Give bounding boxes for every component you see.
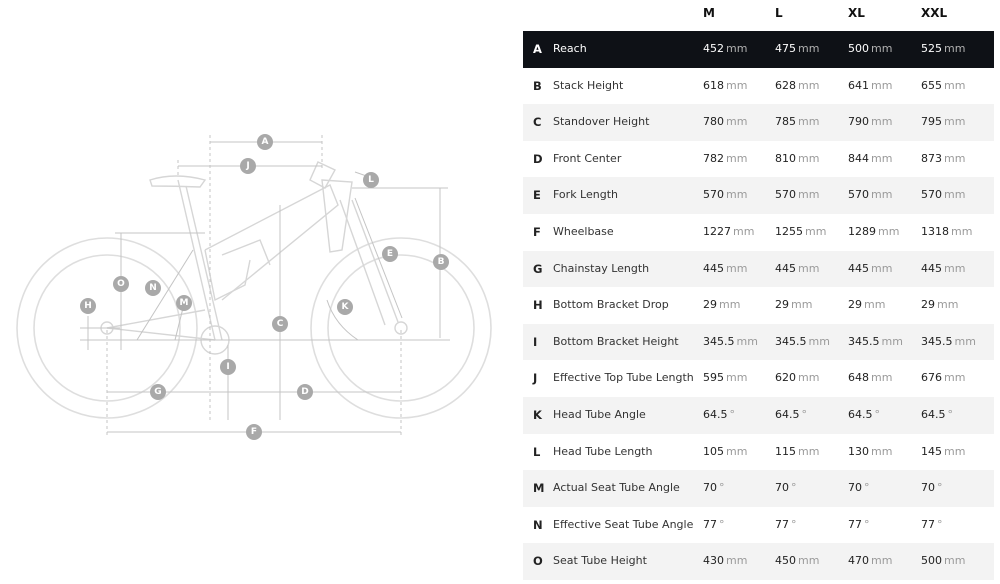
value-number: 570 bbox=[703, 188, 724, 202]
value-unit: ° bbox=[791, 517, 797, 531]
value-cell-xl bbox=[848, 115, 892, 128]
value-number: 570 bbox=[921, 188, 942, 202]
svg-text:K: K bbox=[341, 302, 349, 312]
marker-i bbox=[220, 359, 236, 375]
value-unit: mm bbox=[808, 334, 830, 348]
value-unit: mm bbox=[944, 115, 966, 129]
marker-m bbox=[176, 295, 192, 311]
value-unit: mm bbox=[954, 334, 976, 348]
row-label: Chainstay Length bbox=[553, 261, 650, 275]
value-number: 618 bbox=[703, 78, 724, 92]
value-unit: mm bbox=[937, 298, 959, 312]
svg-text:B: B bbox=[437, 257, 445, 267]
value-number: 345.5 bbox=[848, 334, 880, 348]
value-unit: mm bbox=[736, 334, 758, 348]
value-number: 29 bbox=[921, 298, 935, 312]
value-unit: ° bbox=[874, 407, 880, 421]
value-number: 29 bbox=[703, 298, 717, 312]
value-unit: mm bbox=[798, 188, 820, 202]
size-header-l[interactable]: L bbox=[775, 6, 783, 20]
geometry-row-c[interactable] bbox=[523, 104, 994, 141]
value-cell-xl bbox=[848, 371, 892, 384]
value-cell-xxl bbox=[921, 115, 965, 128]
value-number: 345.5 bbox=[775, 334, 807, 348]
value-unit: mm bbox=[798, 42, 820, 55]
value-unit: mm bbox=[944, 444, 966, 458]
value-cell-xxl bbox=[921, 335, 976, 348]
row-label: Effective Top Tube Length bbox=[553, 371, 694, 385]
value-cell-m bbox=[703, 298, 740, 311]
value-cell-l bbox=[775, 298, 812, 311]
value-unit: mm bbox=[719, 298, 741, 312]
value-unit: mm bbox=[871, 444, 893, 458]
row-label: Reach bbox=[553, 42, 587, 55]
value-unit: mm bbox=[944, 78, 966, 92]
row-label: Head Tube Length bbox=[553, 444, 653, 458]
value-number: 105 bbox=[703, 444, 724, 458]
value-number: 115 bbox=[775, 444, 796, 458]
value-unit: mm bbox=[726, 42, 748, 55]
marker-n bbox=[145, 280, 161, 296]
row-label: Bottom Bracket Drop bbox=[553, 298, 669, 312]
svg-text:L: L bbox=[368, 175, 374, 185]
value-unit: mm bbox=[726, 151, 748, 165]
row-letter: J bbox=[533, 371, 538, 386]
row-label: Front Center bbox=[553, 151, 622, 165]
svg-text:D: D bbox=[301, 387, 309, 397]
row-letter: I bbox=[533, 334, 538, 349]
value-cell-xl bbox=[848, 554, 892, 567]
value-number: 525 bbox=[921, 42, 942, 55]
value-cell-xl bbox=[848, 262, 892, 275]
svg-text:F: F bbox=[250, 427, 258, 437]
geometry-row-o[interactable] bbox=[523, 543, 994, 580]
value-cell-l bbox=[775, 152, 819, 165]
value-unit: mm bbox=[871, 151, 893, 165]
value-number: 345.5 bbox=[703, 334, 735, 348]
value-cell-m bbox=[703, 79, 747, 92]
value-cell-m bbox=[703, 152, 747, 165]
value-number: 500 bbox=[921, 554, 942, 568]
marker-k bbox=[337, 299, 353, 315]
value-cell-xl bbox=[848, 152, 892, 165]
value-cell-m bbox=[703, 408, 735, 421]
value-unit: ° bbox=[864, 517, 870, 531]
geometry-row-a[interactable] bbox=[523, 31, 994, 68]
row-letter: B bbox=[533, 78, 542, 93]
value-number: 641 bbox=[848, 78, 869, 92]
value-cell-xl bbox=[848, 518, 870, 531]
value-cell-xxl bbox=[921, 262, 965, 275]
value-number: 77 bbox=[921, 517, 935, 531]
row-label: Seat Tube Height bbox=[553, 554, 647, 568]
marker-g bbox=[150, 384, 166, 400]
marker-a bbox=[257, 134, 273, 150]
value-unit: mm bbox=[726, 261, 748, 275]
value-number: 130 bbox=[848, 444, 869, 458]
value-unit: mm bbox=[798, 371, 820, 385]
row-letter: O bbox=[533, 554, 543, 569]
value-unit: ° bbox=[729, 407, 735, 421]
size-header-xxl[interactable]: XXL bbox=[921, 6, 948, 20]
dimension-lines bbox=[80, 135, 450, 438]
value-number: 475 bbox=[775, 42, 796, 55]
value-unit: mm bbox=[791, 298, 813, 312]
value-cell-xxl bbox=[921, 298, 958, 311]
value-cell-m bbox=[703, 481, 725, 494]
value-cell-xl bbox=[848, 335, 903, 348]
value-unit: mm bbox=[733, 224, 755, 238]
value-number: 452 bbox=[703, 42, 724, 55]
value-cell-xxl bbox=[921, 445, 965, 458]
value-cell-xl bbox=[848, 408, 880, 421]
value-unit: mm bbox=[944, 554, 966, 568]
marker-c bbox=[272, 316, 288, 332]
row-label: Wheelbase bbox=[553, 224, 614, 238]
size-header-xl[interactable]: XL bbox=[848, 6, 865, 20]
value-unit: mm bbox=[798, 151, 820, 165]
value-unit: mm bbox=[871, 261, 893, 275]
value-cell-l bbox=[775, 445, 819, 458]
value-number: 64.5 bbox=[848, 407, 873, 421]
value-cell-xl bbox=[848, 298, 885, 311]
value-number: 844 bbox=[848, 151, 869, 165]
value-cell-l bbox=[775, 554, 819, 567]
row-label: Head Tube Angle bbox=[553, 407, 646, 421]
value-unit: mm bbox=[871, 115, 893, 129]
value-number: 64.5 bbox=[775, 407, 800, 421]
row-letter: D bbox=[533, 151, 543, 166]
value-unit: mm bbox=[805, 224, 827, 238]
value-unit: mm bbox=[726, 554, 748, 568]
value-number: 620 bbox=[775, 371, 796, 385]
value-number: 570 bbox=[775, 188, 796, 202]
svg-text:M: M bbox=[179, 298, 189, 308]
geometry-table bbox=[523, 0, 994, 580]
value-number: 445 bbox=[848, 261, 869, 275]
svg-text:E: E bbox=[386, 249, 394, 259]
value-number: 570 bbox=[848, 188, 869, 202]
geometry-row-k[interactable] bbox=[523, 397, 994, 434]
value-unit: mm bbox=[726, 78, 748, 92]
value-number: 628 bbox=[775, 78, 796, 92]
value-unit: ° bbox=[801, 407, 807, 421]
value-number: 70 bbox=[775, 481, 789, 495]
row-label: Standover Height bbox=[553, 115, 650, 129]
value-number: 790 bbox=[848, 115, 869, 129]
geometry-row-e[interactable] bbox=[523, 177, 994, 214]
svg-text:O: O bbox=[117, 279, 125, 289]
row-letter: M bbox=[533, 481, 545, 496]
row-label: Stack Height bbox=[553, 78, 624, 92]
value-number: 70 bbox=[921, 481, 935, 495]
svg-text:H: H bbox=[84, 301, 92, 311]
value-unit: mm bbox=[871, 554, 893, 568]
value-number: 445 bbox=[921, 261, 942, 275]
value-unit: mm bbox=[726, 115, 748, 129]
value-number: 785 bbox=[775, 115, 796, 129]
value-unit: ° bbox=[719, 517, 725, 531]
value-unit: mm bbox=[798, 78, 820, 92]
geometry-row-d[interactable] bbox=[523, 141, 994, 178]
value-cell-xxl bbox=[921, 188, 965, 201]
value-cell-xl bbox=[848, 481, 870, 494]
value-cell-xxl bbox=[921, 554, 965, 567]
svg-text:A: A bbox=[261, 137, 269, 147]
marker-l bbox=[363, 172, 379, 188]
value-cell-m bbox=[703, 188, 747, 201]
value-cell-xl bbox=[848, 445, 892, 458]
size-header-m[interactable]: M bbox=[703, 6, 715, 20]
value-number: 145 bbox=[921, 444, 942, 458]
marker-d bbox=[297, 384, 313, 400]
value-cell-l bbox=[775, 42, 819, 55]
value-number: 64.5 bbox=[703, 407, 728, 421]
value-number: 77 bbox=[703, 517, 717, 531]
value-number: 648 bbox=[848, 371, 869, 385]
value-unit: mm bbox=[798, 261, 820, 275]
row-letter: G bbox=[533, 261, 543, 276]
value-number: 873 bbox=[921, 151, 942, 165]
value-cell-m bbox=[703, 445, 747, 458]
geometry-row-f[interactable] bbox=[523, 214, 994, 251]
value-number: 77 bbox=[848, 517, 862, 531]
geometry-row-h[interactable] bbox=[523, 287, 994, 324]
marker-h bbox=[80, 298, 96, 314]
value-cell-xl bbox=[848, 42, 892, 55]
value-number: 810 bbox=[775, 151, 796, 165]
marker-e bbox=[382, 246, 398, 262]
row-letter: C bbox=[533, 115, 542, 130]
value-unit: mm bbox=[726, 371, 748, 385]
value-cell-xxl bbox=[921, 79, 965, 92]
value-cell-l bbox=[775, 408, 807, 421]
value-cell-l bbox=[775, 225, 826, 238]
value-cell-m bbox=[703, 115, 747, 128]
value-cell-l bbox=[775, 115, 819, 128]
value-unit: mm bbox=[864, 298, 886, 312]
geometry-row-n[interactable] bbox=[523, 507, 994, 544]
row-letter: A bbox=[533, 42, 542, 56]
geometry-row-m[interactable] bbox=[523, 470, 994, 507]
value-cell-l bbox=[775, 79, 819, 92]
geometry-row-j[interactable] bbox=[523, 360, 994, 397]
value-unit: mm bbox=[871, 78, 893, 92]
value-unit: mm bbox=[944, 371, 966, 385]
value-unit: mm bbox=[798, 554, 820, 568]
value-cell-xxl bbox=[921, 408, 953, 421]
value-unit: mm bbox=[871, 371, 893, 385]
value-number: 655 bbox=[921, 78, 942, 92]
value-cell-m bbox=[703, 225, 754, 238]
svg-text:N: N bbox=[149, 283, 157, 293]
geometry-row-l[interactable] bbox=[523, 434, 994, 471]
value-cell-xxl bbox=[921, 518, 943, 531]
value-number: 64.5 bbox=[921, 407, 946, 421]
value-number: 595 bbox=[703, 371, 724, 385]
row-letter: N bbox=[533, 517, 543, 532]
value-unit: mm bbox=[871, 188, 893, 202]
value-unit: mm bbox=[944, 151, 966, 165]
value-number: 430 bbox=[703, 554, 724, 568]
value-number: 445 bbox=[775, 261, 796, 275]
marker-f bbox=[246, 424, 262, 440]
value-unit: mm bbox=[881, 334, 903, 348]
value-cell-xxl bbox=[921, 152, 965, 165]
value-cell-m bbox=[703, 371, 747, 384]
value-number: 1289 bbox=[848, 224, 876, 238]
value-number: 500 bbox=[848, 42, 869, 55]
value-unit: ° bbox=[719, 481, 725, 495]
svg-text:I: I bbox=[226, 362, 230, 372]
row-letter: E bbox=[533, 188, 541, 203]
value-unit: mm bbox=[726, 188, 748, 202]
value-cell-m bbox=[703, 335, 758, 348]
value-number: 795 bbox=[921, 115, 942, 129]
marker-j bbox=[240, 158, 256, 174]
value-cell-xl bbox=[848, 225, 899, 238]
value-number: 345.5 bbox=[921, 334, 953, 348]
value-cell-xl bbox=[848, 188, 892, 201]
value-unit: mm bbox=[871, 42, 893, 55]
value-unit: mm bbox=[726, 444, 748, 458]
svg-text:C: C bbox=[276, 319, 284, 329]
value-unit: ° bbox=[864, 481, 870, 495]
value-cell-m bbox=[703, 42, 747, 55]
value-number: 1318 bbox=[921, 224, 949, 238]
value-cell-m bbox=[703, 518, 725, 531]
row-letter: K bbox=[533, 407, 542, 422]
value-cell-l bbox=[775, 481, 797, 494]
value-number: 470 bbox=[848, 554, 869, 568]
value-unit: mm bbox=[951, 224, 973, 238]
value-cell-l bbox=[775, 188, 819, 201]
value-number: 445 bbox=[703, 261, 724, 275]
row-letter: F bbox=[533, 224, 541, 239]
value-unit: ° bbox=[947, 407, 953, 421]
value-number: 29 bbox=[848, 298, 862, 312]
geometry-row-b[interactable] bbox=[523, 68, 994, 105]
value-number: 1255 bbox=[775, 224, 803, 238]
row-label: Bottom Bracket Height bbox=[553, 334, 679, 348]
value-unit: mm bbox=[944, 261, 966, 275]
value-unit: ° bbox=[937, 481, 943, 495]
geometry-row-i[interactable] bbox=[523, 324, 994, 361]
value-unit: mm bbox=[798, 115, 820, 129]
value-cell-xl bbox=[848, 79, 892, 92]
value-unit: mm bbox=[798, 444, 820, 458]
value-number: 450 bbox=[775, 554, 796, 568]
bike-frame bbox=[107, 162, 398, 354]
row-label: Actual Seat Tube Angle bbox=[553, 481, 680, 495]
value-number: 70 bbox=[848, 481, 862, 495]
value-number: 29 bbox=[775, 298, 789, 312]
marker-b bbox=[433, 254, 449, 270]
value-number: 70 bbox=[703, 481, 717, 495]
value-unit: mm bbox=[944, 42, 966, 55]
value-unit: mm bbox=[944, 188, 966, 202]
geometry-row-g[interactable] bbox=[523, 251, 994, 288]
row-letter: L bbox=[533, 444, 541, 459]
value-number: 782 bbox=[703, 151, 724, 165]
value-number: 676 bbox=[921, 371, 942, 385]
row-letter: H bbox=[533, 298, 543, 313]
marker-o bbox=[113, 276, 129, 292]
value-cell-l bbox=[775, 262, 819, 275]
value-number: 1227 bbox=[703, 224, 731, 238]
value-cell-xxl bbox=[921, 225, 972, 238]
value-cell-xxl bbox=[921, 42, 965, 55]
value-cell-l bbox=[775, 335, 830, 348]
value-cell-xxl bbox=[921, 371, 965, 384]
size-header-row bbox=[523, 0, 994, 31]
value-unit: ° bbox=[937, 517, 943, 531]
row-label: Effective Seat Tube Angle bbox=[553, 517, 694, 531]
svg-text:G: G bbox=[154, 387, 162, 397]
value-cell-xxl bbox=[921, 481, 943, 494]
value-number: 780 bbox=[703, 115, 724, 129]
value-cell-m bbox=[703, 554, 747, 567]
value-number: 77 bbox=[775, 517, 789, 531]
value-cell-m bbox=[703, 262, 747, 275]
svg-text:J: J bbox=[246, 161, 250, 171]
value-unit: ° bbox=[791, 481, 797, 495]
value-unit: mm bbox=[878, 224, 900, 238]
value-cell-l bbox=[775, 371, 819, 384]
value-cell-l bbox=[775, 518, 797, 531]
row-label: Fork Length bbox=[553, 188, 618, 202]
